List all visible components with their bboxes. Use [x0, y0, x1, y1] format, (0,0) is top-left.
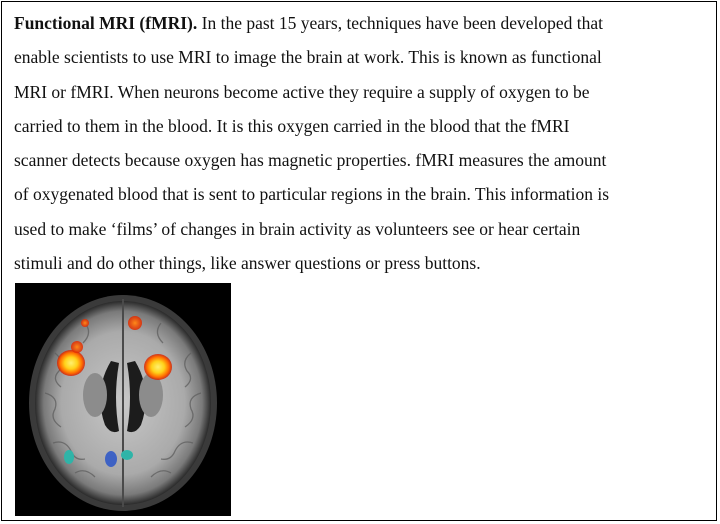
- brain-scan-image: [15, 283, 231, 516]
- text-line-2: enable scientists to use MRI to image the brain at work. This is known as functional: [14, 47, 602, 68]
- text-line-4: carried to them in the blood. It is this oxygen carried in the blood that the fMRI: [14, 115, 570, 136]
- frontal-activation-small: [81, 319, 89, 327]
- brain-scan-graphic: [15, 283, 231, 516]
- left-activation-spot: [57, 350, 85, 376]
- frontal-activation-spot: [128, 316, 142, 330]
- right-deactivation-spot: [121, 450, 133, 460]
- text-line-8: stimuli and do other things, like answer questions or press buttons.: [14, 253, 481, 274]
- left-activation-small: [71, 341, 83, 353]
- text-line-5: scanner detects because oxygen has magnetic properties. fMRI measures the amount: [14, 150, 607, 171]
- text-line-6: of oxygenated blood that is sent to particular regions in the brain. This information is: [14, 184, 610, 205]
- left-nucleus: [83, 373, 107, 417]
- left-deactivation-spot: [64, 450, 74, 464]
- right-activation-spot: [144, 354, 172, 380]
- medial-deactivation-spot: [105, 451, 117, 467]
- section-heading: Functional MRI (fMRI).: [14, 13, 198, 33]
- text-line-1-rest: In the past 15 years, techniques have been developed that: [197, 13, 604, 33]
- body-paragraph: [14, 6, 708, 280]
- text-line-3: MRI or fMRI. When neurons become active they require a supply of oxygen to be: [14, 81, 590, 102]
- document-frame: [1, 1, 717, 521]
- text-line-7: used to make ‘films’ of changes in brain activity as volunteers see or hear certain: [14, 218, 581, 239]
- text-line-1: [14, 6, 708, 40]
